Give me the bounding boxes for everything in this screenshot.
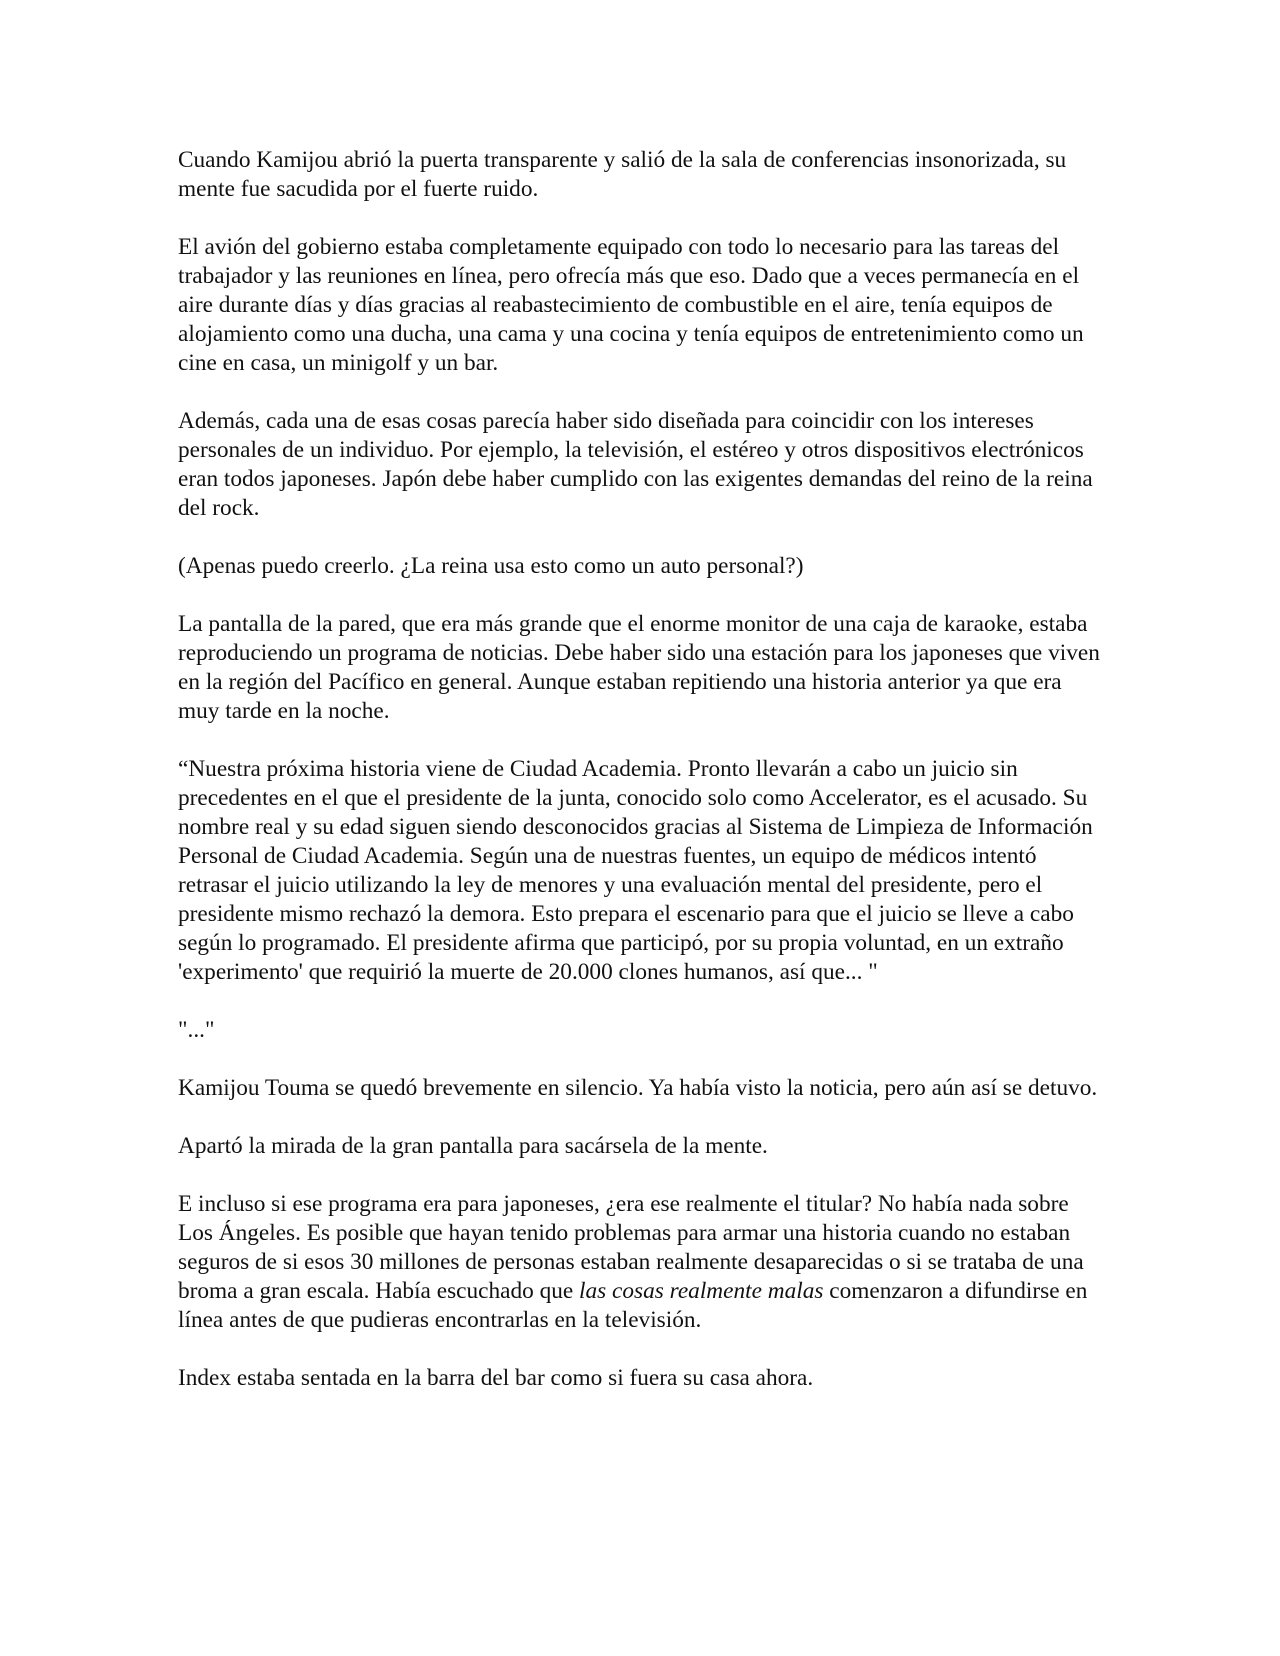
paragraph-8: Kamijou Touma se quedó brevemente en silencio. Ya había visto la noticia, pero aún así se detuvo.	[178, 1075, 1098, 1101]
paragraph-1: Cuando Kamijou abrió la puerta transparente y salió de la sala de conferencias insonorizada, su mente fue sacudida por el fuerte ruido.	[178, 147, 1067, 202]
paragraph-10-italic-text: las cosas realmente malas	[579, 1278, 824, 1304]
paragraph-10	[178, 1190, 1108, 1335]
paragraph-3: Además, cada una de esas cosas parecía haber sido diseñada para coincidir con los intereses personales de un individuo. Por ejemplo, la televisión, el estéreo y otros dispositivos electrónicos eran todos japoneses. Japón debe haber cumplido con las exigentes demandas del reino de la reina del rock.	[178, 408, 1093, 521]
paragraph-7: "..."	[178, 1017, 215, 1043]
paragraph-9: Apartó la mirada de la gran pantalla para sacársela de la mente.	[178, 1133, 768, 1159]
paragraph-2: El avión del gobierno estaba completamente equipado con todo lo necesario para las tareas del trabajador y las reuniones en línea, pero ofrecía más que eso. Dado que a veces permanecía en el aire durante días y días gracias al reabastecimiento de combustible en el aire, tenía equipos de alojamiento como una ducha, una cama y una cocina y tenía equipos de entretenimiento como un cine en casa, un minigolf y un bar.	[178, 234, 1084, 376]
paragraph-10-text-after: comenzaron a difundirse en línea antes de que pudieras encontrarlas en la televisión.	[178, 1278, 1088, 1333]
paragraph-4: (Apenas puedo creerlo. ¿La reina usa esto como un auto personal?)	[178, 553, 804, 579]
paragraph-6: “Nuestra próxima historia viene de Ciudad Academia. Pronto llevarán a cabo un juicio sin precedentes en el que el presidente de la junta, conocido solo como Accelerator, es el acusado. Su nombre real y su edad siguen siendo desconocidos gracias al Sistema de Limpieza de Información Personal de Ciudad Academia. Según una de nuestras fuentes, un equipo de médicos intentó retrasar el juicio utilizando la ley de menores y una evaluación mental del presidente, pero el presidente mismo rechazó la demora. Esto prepara el escenario para que el juicio se lleve a cabo según lo programado. El presidente afirma que participó, por su propia voluntad, en un extraño 'experimento' que requirió la muerte de 20.000 clones humanos, así que... "	[178, 756, 1093, 985]
paragraph-11: Index estaba sentada en la barra del bar como si fuera su casa ahora.	[178, 1365, 814, 1391]
document-body	[178, 146, 1108, 1422]
paragraph-5: La pantalla de la pared, que era más grande que el enorme monitor de una caja de karaoke, estaba reproduciendo un programa de noticias. Debe haber sido una estación para los japoneses que viven en la región del Pacífico en general. Aunque estaban repitiendo una historia anterior ya que era muy tarde en la noche.	[178, 611, 1100, 724]
paragraph-10-text-before: E incluso si ese programa era para japoneses, ¿era ese realmente el titular? No había nada sobre Los Ángeles. Es posible que hayan tenido problemas para armar una historia cuando no estaban seguros de si esos 30 millones de personas estaban realmente desaparecidas o si se trataba de una broma a gran escala. Había escuchado que	[178, 1191, 1084, 1304]
